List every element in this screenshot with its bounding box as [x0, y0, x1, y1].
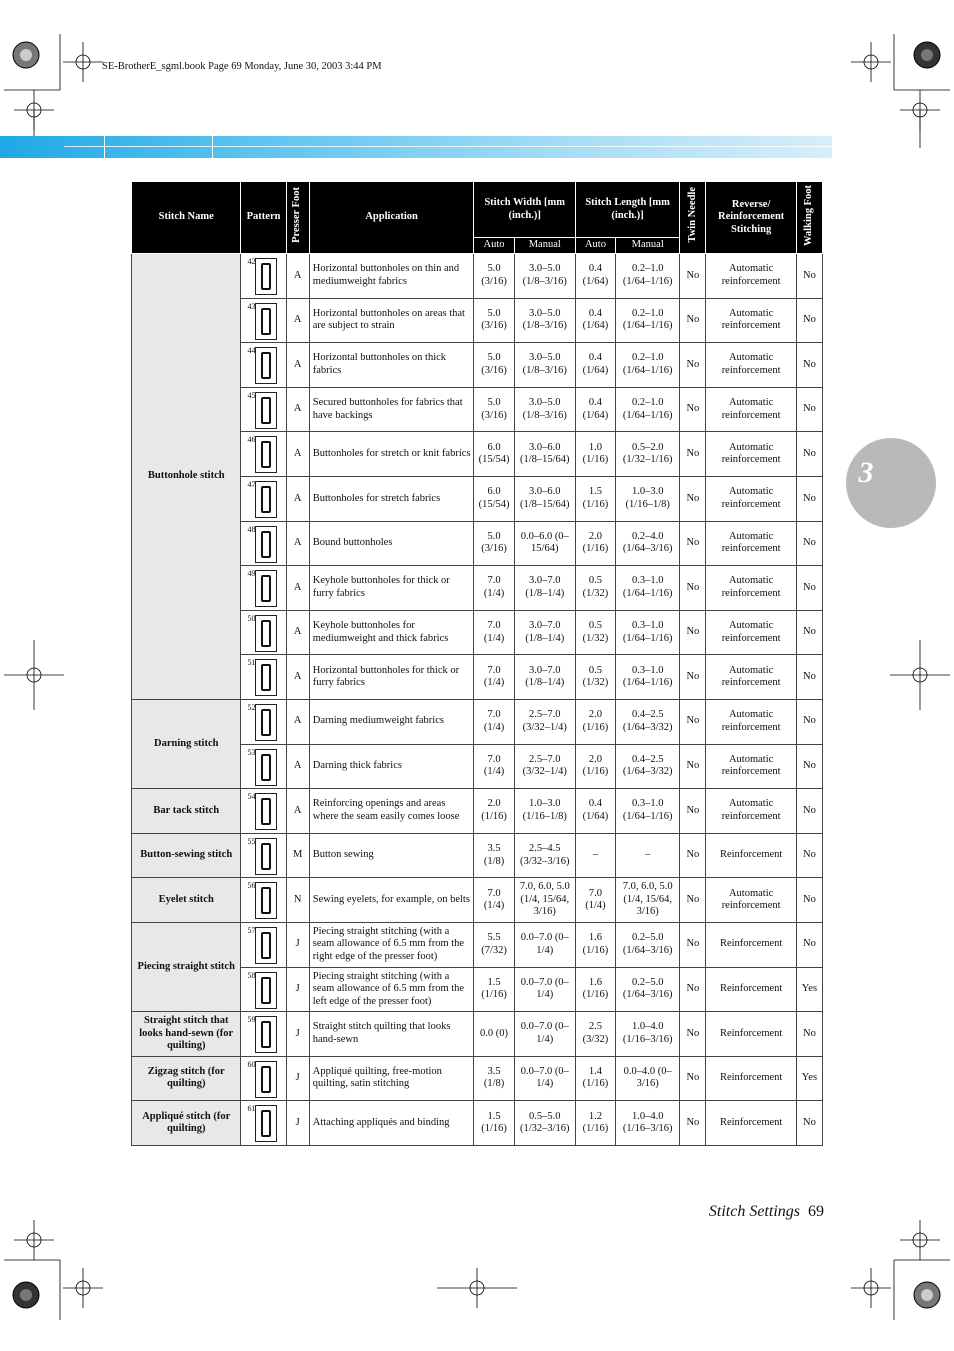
length-manual: 7.0, 6.0, 5.0 (1/4, 15/64, 3/16) [616, 878, 680, 923]
stitch-pattern-icon [255, 526, 277, 563]
presser-foot: A [286, 254, 309, 299]
length-manual: 0.3–1.0 (1/64–1/16) [616, 566, 680, 611]
pattern-number: 45 [247, 390, 256, 400]
length-manual: 0.2–4.0 (1/64–3/16) [616, 521, 680, 566]
stitch-name: Bar tack stitch [132, 789, 241, 834]
twin-needle: No [680, 833, 706, 878]
pattern-number: 51 [247, 658, 256, 668]
pattern-cell [241, 967, 286, 1012]
pattern-cell [241, 699, 286, 744]
pattern-cell [241, 566, 286, 611]
presser-foot: A [286, 566, 309, 611]
twin-needle: No [680, 566, 706, 611]
pattern-number: 59 [247, 1015, 256, 1025]
application: Attaching appliqués and binding [309, 1101, 474, 1146]
presser-foot: A [286, 521, 309, 566]
length-auto: 0.4 (1/64) [575, 387, 615, 432]
width-auto: 5.0 (3/16) [474, 343, 514, 388]
presser-foot: N [286, 878, 309, 923]
twin-needle: No [680, 744, 706, 789]
length-auto: 7.0 (1/4) [575, 878, 615, 923]
width-auto: 6.0 (15/54) [474, 432, 514, 477]
reverse-stitching: Automatic reinforcement [706, 566, 796, 611]
length-auto: 1.4 (1/16) [575, 1056, 615, 1101]
pattern-cell [241, 655, 286, 700]
walking-foot: No [796, 566, 822, 611]
application: Keyhole buttonholes for thick or furry fabrics [309, 566, 474, 611]
width-auto: 2.0 (1/16) [474, 789, 514, 834]
header-application: Application [309, 182, 474, 254]
pattern-number: 46 [247, 435, 256, 445]
width-manual: 3.0–5.0 (1/8–3/16) [514, 387, 575, 432]
pattern-number: 52 [247, 702, 256, 712]
presser-foot: J [286, 1056, 309, 1101]
width-manual: 3.0–6.0 (1/8–15/64) [514, 476, 575, 521]
pattern-cell [241, 1012, 286, 1057]
application: Keyhole buttonholes for mediumweight and thick fabrics [309, 610, 474, 655]
walking-foot: No [796, 699, 822, 744]
length-manual: 0.2–5.0 (1/64–3/16) [616, 922, 680, 967]
reverse-stitching: Reinforcement [706, 1056, 796, 1101]
stitch-settings-table [131, 181, 823, 1146]
length-auto: 0.4 (1/64) [575, 254, 615, 299]
reverse-stitching: Automatic reinforcement [706, 387, 796, 432]
presser-foot: A [286, 610, 309, 655]
pattern-number: 58 [247, 970, 256, 980]
length-manual: 0.3–1.0 (1/64–1/16) [616, 610, 680, 655]
walking-foot: No [796, 298, 822, 343]
pattern-cell [241, 789, 286, 834]
length-auto: 2.5 (3/32) [575, 1012, 615, 1057]
presser-foot: A [286, 789, 309, 834]
width-manual: 3.0–7.0 (1/8–1/4) [514, 655, 575, 700]
reverse-stitching: Automatic reinforcement [706, 432, 796, 477]
reverse-stitching: Reinforcement [706, 833, 796, 878]
width-manual: 0.0–6.0 (0–15/64) [514, 521, 575, 566]
stitch-pattern-icon [255, 1016, 277, 1053]
reverse-stitching: Automatic reinforcement [706, 254, 796, 299]
presser-foot: A [286, 387, 309, 432]
walking-foot: No [796, 254, 822, 299]
pattern-cell [241, 343, 286, 388]
length-manual: 0.2–1.0 (1/64–1/16) [616, 387, 680, 432]
application: Reinforcing openings and areas where the seam easily comes loose [309, 789, 474, 834]
pattern-number: 47 [247, 479, 256, 489]
presser-foot: J [286, 922, 309, 967]
reverse-stitching: Automatic reinforcement [706, 789, 796, 834]
stitch-pattern-icon [255, 1061, 277, 1098]
length-manual: 0.4–2.5 (1/64–3/32) [616, 744, 680, 789]
presser-foot: A [286, 744, 309, 789]
reverse-stitching: Automatic reinforcement [706, 744, 796, 789]
width-manual: 2.5–7.0 (3/32–1/4) [514, 699, 575, 744]
application: Button sewing [309, 833, 474, 878]
length-auto: 1.6 (1/16) [575, 967, 615, 1012]
header-length-auto: Auto [575, 238, 615, 254]
pattern-cell [241, 878, 286, 923]
twin-needle: No [680, 699, 706, 744]
walking-foot: No [796, 833, 822, 878]
length-auto: 1.5 (1/16) [575, 476, 615, 521]
width-auto: 3.5 (1/8) [474, 1056, 514, 1101]
width-manual: 0.5–5.0 (1/32–3/16) [514, 1101, 575, 1146]
twin-needle: No [680, 967, 706, 1012]
length-auto: 2.0 (1/16) [575, 521, 615, 566]
reverse-stitching: Automatic reinforcement [706, 521, 796, 566]
walking-foot: No [796, 789, 822, 834]
width-manual: 0.0–7.0 (0–1/4) [514, 1012, 575, 1057]
reverse-stitching: Automatic reinforcement [706, 298, 796, 343]
width-manual: 2.5–7.0 (3/32–1/4) [514, 744, 575, 789]
pattern-number: 57 [247, 925, 256, 935]
length-auto: 1.2 (1/16) [575, 1101, 615, 1146]
pattern-number: 60 [247, 1059, 256, 1069]
chapter-color-bar [0, 136, 832, 158]
length-manual: 0.3–1.0 (1/64–1/16) [616, 789, 680, 834]
application: Secured buttonholes for fabrics that have backings [309, 387, 474, 432]
width-manual: 2.5–4.5 (3/32–3/16) [514, 833, 575, 878]
length-manual: 0.2–1.0 (1/64–1/16) [616, 298, 680, 343]
width-auto: 7.0 (1/4) [474, 610, 514, 655]
page-footer [640, 1203, 824, 1221]
pattern-number: 49 [247, 569, 256, 579]
walking-foot: No [796, 655, 822, 700]
width-auto: 7.0 (1/4) [474, 699, 514, 744]
presser-foot: A [286, 298, 309, 343]
width-auto: 7.0 (1/4) [474, 566, 514, 611]
presser-foot: A [286, 655, 309, 700]
length-auto: 2.0 (1/16) [575, 699, 615, 744]
stitch-pattern-icon [255, 615, 277, 652]
twin-needle: No [680, 789, 706, 834]
width-auto: 6.0 (15/54) [474, 476, 514, 521]
presser-foot: A [286, 476, 309, 521]
pattern-number: 43 [247, 301, 256, 311]
length-manual: 1.0–3.0 (1/16–1/8) [616, 476, 680, 521]
reverse-stitching: Reinforcement [706, 967, 796, 1012]
width-auto: 1.5 (1/16) [474, 1101, 514, 1146]
stitch-name: Eyelet stitch [132, 878, 241, 923]
book-info: SE-BrotherE_sgml.book Page 69 Monday, June 30, 2003 3:44 PM [102, 61, 382, 72]
walking-foot: No [796, 476, 822, 521]
walking-foot: No [796, 922, 822, 967]
presser-foot: A [286, 343, 309, 388]
width-manual: 3.0–7.0 (1/8–1/4) [514, 610, 575, 655]
stitch-pattern-icon [255, 436, 277, 473]
pattern-cell [241, 1056, 286, 1101]
footer-title: Stitch Settings [708, 1203, 800, 1220]
length-manual: 0.2–1.0 (1/64–1/16) [616, 343, 680, 388]
length-auto: 0.5 (1/32) [575, 610, 615, 655]
header-stitch-name: Stitch Name [132, 182, 241, 254]
pattern-number: 61 [247, 1104, 256, 1114]
width-auto: 7.0 (1/4) [474, 655, 514, 700]
stitch-name: Buttonhole stitch [132, 254, 241, 700]
reverse-stitching: Automatic reinforcement [706, 343, 796, 388]
walking-foot: Yes [796, 1056, 822, 1101]
walking-foot: No [796, 744, 822, 789]
header-stitch-width: Stitch Width [mm (inch.)] [474, 182, 575, 238]
twin-needle: No [680, 476, 706, 521]
length-manual: 0.2–5.0 (1/64–3/16) [616, 967, 680, 1012]
width-auto: 5.5 (7/32) [474, 922, 514, 967]
table-row [132, 1101, 823, 1146]
table-row [132, 833, 823, 878]
stitch-name: Straight stitch that looks hand-sewn (for quilting) [132, 1012, 241, 1057]
presser-foot: J [286, 1012, 309, 1057]
table-row [132, 922, 823, 967]
application: Appliqué quilting, free-motion quilting, satin stitching [309, 1056, 474, 1101]
table-row [132, 789, 823, 834]
presser-foot: A [286, 432, 309, 477]
length-auto: 0.4 (1/64) [575, 343, 615, 388]
application: Piecing straight stitching (with a seam allowance of 6.5 mm from the left edge of the presser foot) [309, 967, 474, 1012]
header-stitch-length: Stitch Length [mm (inch.)] [575, 182, 679, 238]
length-auto: 2.0 (1/16) [575, 744, 615, 789]
application: Piecing straight stitching (with a seam allowance of 6.5 mm from the right edge of the presser foot) [309, 922, 474, 967]
reverse-stitching: Reinforcement [706, 1101, 796, 1146]
length-auto: 0.4 (1/64) [575, 789, 615, 834]
application: Bound buttonholes [309, 521, 474, 566]
stitch-pattern-icon [255, 392, 277, 429]
twin-needle: No [680, 610, 706, 655]
presser-foot: A [286, 699, 309, 744]
reverse-stitching: Automatic reinforcement [706, 699, 796, 744]
width-auto: 3.5 (1/8) [474, 833, 514, 878]
stitch-pattern-icon [255, 749, 277, 786]
pattern-number: 53 [247, 747, 256, 757]
stitch-pattern-icon [255, 793, 277, 830]
twin-needle: No [680, 1012, 706, 1057]
walking-foot: No [796, 432, 822, 477]
application: Horizontal buttonholes on thin and mediumweight fabrics [309, 254, 474, 299]
application: Horizontal buttonholes on thick fabrics [309, 343, 474, 388]
stitch-pattern-icon [255, 1105, 277, 1142]
application: Buttonholes for stretch fabrics [309, 476, 474, 521]
pattern-cell [241, 1101, 286, 1146]
table-row [132, 1012, 823, 1057]
walking-foot: No [796, 387, 822, 432]
stitch-pattern-icon [255, 659, 277, 696]
length-manual: 1.0–4.0 (1/16–3/16) [616, 1101, 680, 1146]
stitch-name: Zigzag stitch (for quilting) [132, 1056, 241, 1101]
pattern-cell [241, 922, 286, 967]
width-auto: 5.0 (3/16) [474, 298, 514, 343]
width-auto: 5.0 (3/16) [474, 254, 514, 299]
length-auto: 0.4 (1/64) [575, 298, 615, 343]
width-auto: 5.0 (3/16) [474, 521, 514, 566]
width-manual: 0.0–7.0 (0–1/4) [514, 922, 575, 967]
width-manual: 3.0–7.0 (1/8–1/4) [514, 566, 575, 611]
application: Straight stitch quilting that looks hand-sewn [309, 1012, 474, 1057]
stitch-name: Button-sewing stitch [132, 833, 241, 878]
application: Buttonholes for stretch or knit fabrics [309, 432, 474, 477]
header-twin-needle: Twin Needle [680, 182, 706, 254]
pattern-number: 54 [247, 792, 256, 802]
walking-foot: No [796, 343, 822, 388]
twin-needle: No [680, 432, 706, 477]
length-manual: 0.5–2.0 (1/32–1/16) [616, 432, 680, 477]
stitch-name: Appliqué stitch (for quilting) [132, 1101, 241, 1146]
stitch-pattern-icon [255, 882, 277, 919]
twin-needle: No [680, 1101, 706, 1146]
chapter-number: 3 [858, 456, 874, 489]
width-auto: 1.5 (1/16) [474, 967, 514, 1012]
table-row [132, 699, 823, 744]
stitch-pattern-icon [255, 927, 277, 964]
reverse-stitching: Automatic reinforcement [706, 610, 796, 655]
application: Horizontal buttonholes for thick or furry fabrics [309, 655, 474, 700]
table-row [132, 1056, 823, 1101]
stitch-pattern-icon [255, 303, 277, 340]
pattern-number: 55 [247, 836, 256, 846]
length-manual: 1.0–4.0 (1/16–3/16) [616, 1012, 680, 1057]
walking-foot: No [796, 610, 822, 655]
pattern-cell [241, 476, 286, 521]
stitch-pattern-icon [255, 258, 277, 295]
length-auto: 1.0 (1/16) [575, 432, 615, 477]
header-pattern: Pattern [241, 182, 286, 254]
twin-needle: No [680, 298, 706, 343]
pattern-number: 48 [247, 524, 256, 534]
pattern-number: 50 [247, 613, 256, 623]
reverse-stitching: Reinforcement [706, 1012, 796, 1057]
length-manual: 0.4–2.5 (1/64–3/32) [616, 699, 680, 744]
length-auto: 0.5 (1/32) [575, 655, 615, 700]
walking-foot: No [796, 1012, 822, 1057]
length-manual: – [616, 833, 680, 878]
stitch-name: Darning stitch [132, 699, 241, 788]
header-presser-foot: Presser Foot [286, 182, 309, 254]
header-walking-foot: Walking Foot [796, 182, 822, 254]
length-auto: – [575, 833, 615, 878]
application: Horizontal buttonholes on areas that are subject to strain [309, 298, 474, 343]
width-manual: 3.0–5.0 (1/8–3/16) [514, 343, 575, 388]
width-auto: 5.0 (3/16) [474, 387, 514, 432]
width-manual: 3.0–6.0 (1/8–15/64) [514, 432, 575, 477]
reverse-stitching: Reinforcement [706, 922, 796, 967]
twin-needle: No [680, 343, 706, 388]
stitch-name: Piecing straight stitch [132, 922, 241, 1011]
pattern-number: 42 [247, 257, 256, 266]
length-auto: 0.5 (1/32) [575, 566, 615, 611]
application: Darning thick fabrics [309, 744, 474, 789]
width-manual: 0.0–7.0 (0–1/4) [514, 1056, 575, 1101]
twin-needle: No [680, 387, 706, 432]
twin-needle: No [680, 521, 706, 566]
application: Darning mediumweight fabrics [309, 699, 474, 744]
stitch-pattern-icon [255, 481, 277, 518]
walking-foot: No [796, 1101, 822, 1146]
table-row [132, 878, 823, 923]
twin-needle: No [680, 878, 706, 923]
stitch-pattern-icon [255, 570, 277, 607]
presser-foot: M [286, 833, 309, 878]
reverse-stitching: Automatic reinforcement [706, 655, 796, 700]
width-manual: 7.0, 6.0, 5.0 (1/4, 15/64, 3/16) [514, 878, 575, 923]
twin-needle: No [680, 254, 706, 299]
pattern-cell [241, 432, 286, 477]
stitch-pattern-icon [255, 347, 277, 384]
length-manual: 0.2–1.0 (1/64–1/16) [616, 254, 680, 299]
width-auto: 7.0 (1/4) [474, 878, 514, 923]
header-length-manual: Manual [616, 238, 680, 254]
twin-needle: No [680, 655, 706, 700]
width-auto: 7.0 (1/4) [474, 744, 514, 789]
walking-foot: No [796, 521, 822, 566]
length-auto: 1.6 (1/16) [575, 922, 615, 967]
walking-foot: No [796, 878, 822, 923]
header-width-manual: Manual [514, 238, 575, 254]
width-auto: 0.0 (0) [474, 1012, 514, 1057]
page-number: 69 [808, 1203, 824, 1220]
length-manual: 0.0–4.0 (0–3/16) [616, 1056, 680, 1101]
application: Sewing eyelets, for example, on belts [309, 878, 474, 923]
pattern-cell [241, 610, 286, 655]
width-manual: 0.0–7.0 (0–1/4) [514, 967, 575, 1012]
header-reverse: Reverse/ Reinforcement Stitching [706, 182, 796, 254]
stitch-pattern-icon [255, 972, 277, 1009]
pattern-cell [241, 833, 286, 878]
walking-foot: Yes [796, 967, 822, 1012]
reverse-stitching: Automatic reinforcement [706, 476, 796, 521]
twin-needle: No [680, 922, 706, 967]
stitch-pattern-icon [255, 704, 277, 741]
pattern-number: 44 [247, 346, 256, 356]
pattern-cell [241, 387, 286, 432]
presser-foot: J [286, 1101, 309, 1146]
pattern-cell [241, 744, 286, 789]
reverse-stitching: Automatic reinforcement [706, 878, 796, 923]
stitch-pattern-icon [255, 838, 277, 875]
pattern-cell [241, 298, 286, 343]
length-manual: 0.3–1.0 (1/64–1/16) [616, 655, 680, 700]
width-manual: 1.0–3.0 (1/16–1/8) [514, 789, 575, 834]
pattern-number: 56 [247, 881, 256, 891]
pattern-cell [241, 254, 286, 299]
header-width-auto: Auto [474, 238, 514, 254]
presser-foot: J [286, 967, 309, 1012]
width-manual: 3.0–5.0 (1/8–3/16) [514, 254, 575, 299]
table-row [132, 254, 823, 299]
pattern-cell [241, 521, 286, 566]
twin-needle: No [680, 1056, 706, 1101]
width-manual: 3.0–5.0 (1/8–3/16) [514, 298, 575, 343]
